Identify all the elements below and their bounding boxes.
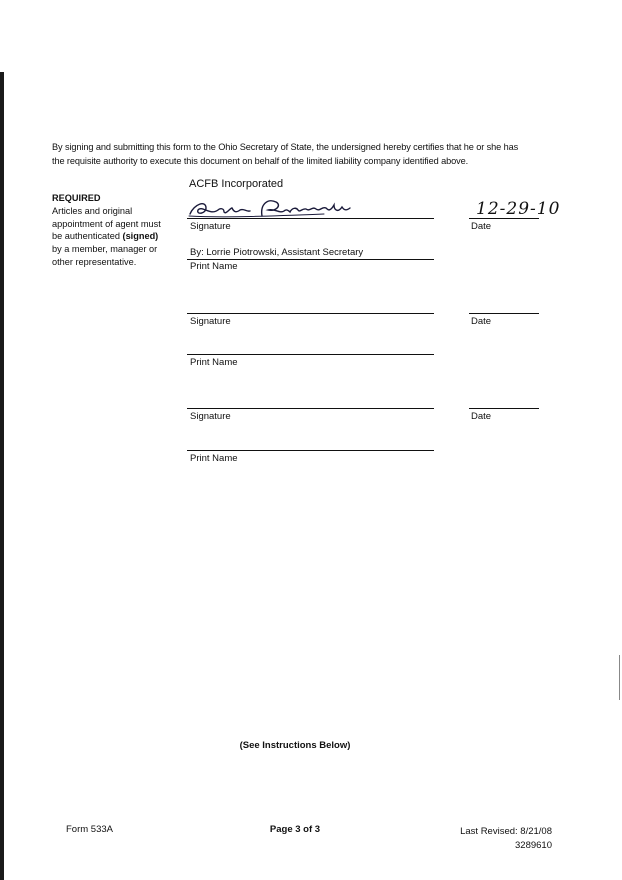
required-title: REQUIRED [52, 193, 101, 203]
last-revised: Last Revised: 8/21/08 [460, 826, 552, 837]
scan-edge-bar [0, 72, 4, 880]
print-name-label: Print Name [190, 261, 238, 272]
signature-label: Signature [190, 411, 231, 422]
page-number: Page 3 of 3 [269, 824, 321, 835]
date-label: Date [471, 411, 492, 422]
required-line: by a member, manager or [52, 244, 158, 255]
print-name-line[interactable] [187, 259, 434, 260]
required-line: other representative. [52, 256, 137, 267]
instructions-note: (See Instructions Below) [239, 740, 351, 751]
handwritten-signature [184, 196, 354, 220]
required-line: appointment of agent must [52, 218, 161, 229]
document-number: 3289610 [515, 840, 552, 851]
required-note [52, 192, 177, 269]
required-emphasis: (signed) [122, 231, 159, 242]
date-line[interactable] [469, 313, 539, 314]
scan-speck [619, 655, 620, 700]
date-line[interactable] [469, 408, 539, 409]
date-label: Date [471, 316, 492, 327]
signature-line[interactable] [187, 218, 434, 219]
required-text: be authenticated [52, 231, 120, 242]
print-name-label: Print Name [190, 357, 238, 368]
date-line[interactable] [469, 218, 539, 219]
certification-statement: By signing and submitting this form to the Ohio Secretary of State, the undersigned hereby certifies that he or she has the requisite authority to execute this document on behalf of the limited liability company identified above. [52, 142, 519, 166]
required-line [52, 230, 177, 243]
required-line: Articles and original [52, 205, 133, 216]
print-name-label: Print Name [190, 453, 238, 464]
signature-label: Signature [190, 316, 231, 327]
signature-line[interactable] [187, 313, 434, 314]
signature-line[interactable] [187, 408, 434, 409]
revision-info [460, 825, 552, 853]
handwritten-date: 12-29-10 [476, 199, 561, 219]
print-name-line[interactable] [187, 354, 434, 355]
form-number: Form 533A [66, 824, 113, 835]
company-name: ACFB Incorporated [189, 178, 284, 190]
signature-label: Signature [190, 221, 231, 232]
date-label: Date [471, 221, 492, 232]
printed-name-value: By: Lorrie Piotrowski, Assistant Secretary [190, 247, 364, 258]
print-name-line[interactable] [187, 450, 434, 451]
